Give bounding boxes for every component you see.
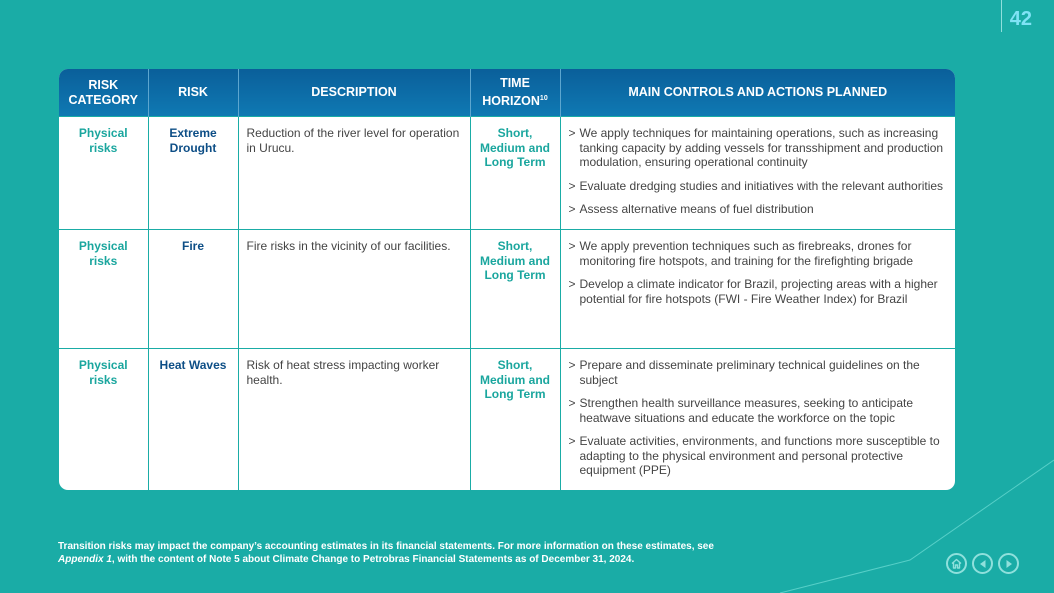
header-main-controls: MAIN CONTROLS AND ACTIONS PLANNED	[560, 69, 955, 117]
navigation	[946, 553, 1019, 574]
description-cell: Risk of heat stress impacting worker health.	[238, 349, 470, 491]
header-time-horizon	[470, 69, 560, 117]
footnote-text-1: Transition risks may impact the company’s accounting estimates in its financial statements. For more information on these estimates, see	[58, 541, 714, 552]
footnote-text-2: , with the content of Note 5 about Climate Change to Petrobras Financial Statements as of December 31, 2024.	[111, 554, 635, 565]
description-cell: Fire risks in the vicinity of our facilities.	[238, 230, 470, 349]
table-row	[59, 230, 955, 349]
risk-cell: Heat Waves	[148, 349, 238, 491]
time-horizon-cell: Short, Medium and Long Term	[470, 117, 560, 230]
next-icon	[1004, 559, 1014, 569]
previous-icon	[978, 559, 988, 569]
table-header-row	[59, 69, 955, 117]
action-item: > Evaluate activities, environments, and functions more susceptible to adapting to the physical environment and personal protective equipment (PPE)	[569, 434, 948, 478]
header-time-horizon-label: TIME HORIZON	[482, 75, 540, 109]
risk-table	[59, 69, 955, 490]
action-item: > Strengthen health surveillance measures, seeking to anticipate heatwave situations and educate the workforce on the topic	[569, 396, 948, 425]
footnote	[58, 540, 758, 566]
page-number: 42	[1009, 8, 1032, 30]
actions-list	[569, 126, 948, 217]
description-cell: Reduction of the river level for operation in Urucu.	[238, 117, 470, 230]
header-description: DESCRIPTION	[238, 69, 470, 117]
appendix-link[interactable]: Appendix 1	[58, 554, 112, 565]
actions-cell	[560, 117, 955, 230]
home-button[interactable]	[946, 553, 967, 574]
actions-cell	[560, 230, 955, 349]
home-icon	[951, 558, 962, 569]
header-risk: RISK	[148, 69, 238, 117]
action-item: > Assess alternative means of fuel distribution	[569, 202, 948, 217]
action-item: > Develop a climate indicator for Brazil, projecting areas with a higher potential for fire hotspots (FWI - Fire Weather Index) for Brazil	[569, 277, 948, 306]
header-risk-category: RISK CATEGORY	[59, 69, 148, 117]
previous-button[interactable]	[972, 553, 993, 574]
action-item: > Evaluate dredging studies and initiatives with the relevant authorities	[569, 179, 948, 194]
actions-cell	[560, 349, 955, 491]
action-item: > We apply techniques for maintaining operations, such as increasing tanking capacity by adding vessels for transshipment and production modulation, ensuring operational continuity	[569, 126, 948, 170]
risk-category-cell: Physical risks	[59, 349, 148, 491]
risk-cell: Fire	[148, 230, 238, 349]
action-item: > Prepare and disseminate preliminary technical guidelines on the subject	[569, 358, 948, 387]
table-row	[59, 349, 955, 491]
time-horizon-cell: Short, Medium and Long Term	[470, 349, 560, 491]
page-divider	[1001, 0, 1002, 32]
time-horizon-cell: Short, Medium and Long Term	[470, 230, 560, 349]
risk-cell: Extreme Drought	[148, 117, 238, 230]
table-row	[59, 117, 955, 230]
actions-list	[569, 358, 948, 478]
risk-category-cell: Physical risks	[59, 117, 148, 230]
actions-list	[569, 239, 948, 306]
next-button[interactable]	[998, 553, 1019, 574]
risk-category-cell: Physical risks	[59, 230, 148, 349]
footnote-ref: 10	[539, 94, 548, 102]
action-item: > We apply prevention techniques such as firebreaks, drones for monitoring fire hotspots, and training for the firefighting brigade	[569, 239, 948, 268]
